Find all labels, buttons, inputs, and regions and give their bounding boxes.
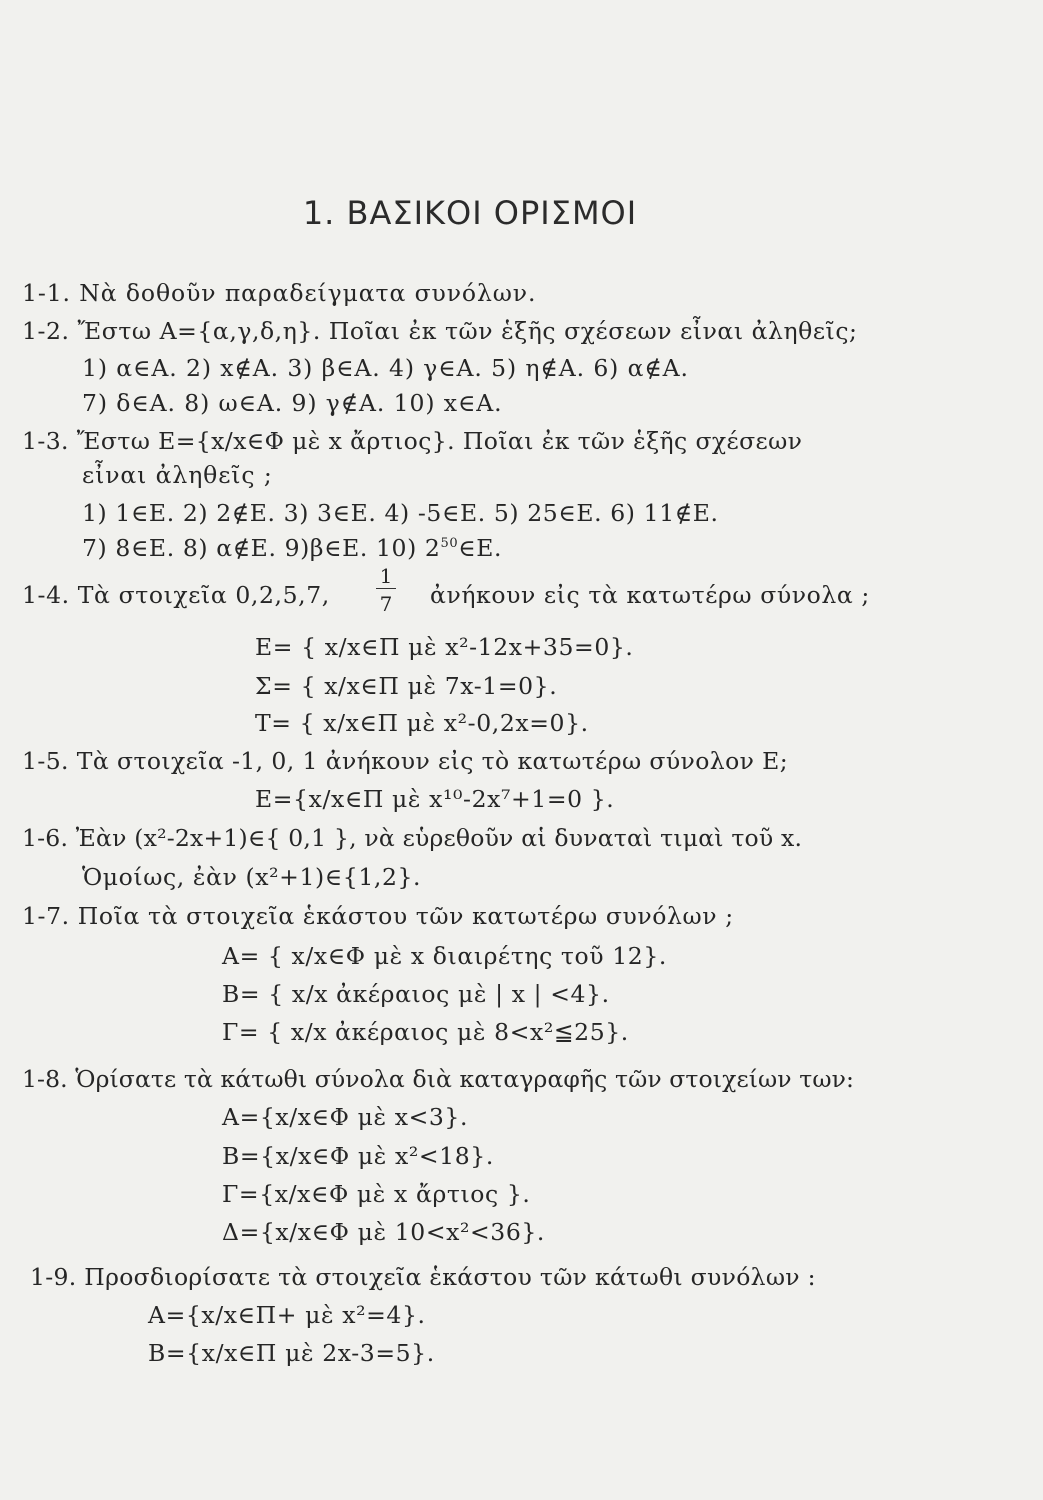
exponent: 50 [440, 536, 459, 552]
fraction-denominator: 7 [379, 592, 393, 616]
set-Delta-1-8: Δ={x/x∈Φ μὲ 10<x²<36}. [222, 1218, 546, 1246]
set-B-1-7: Β= { x/x ἀκέραιος μὲ | x | <4}. [222, 980, 610, 1008]
exercise-1-3-relations-b [82, 534, 503, 562]
exercise-1-2-relations-b: 7) δ∈Α. 8) ω∈Α. 9) γ∉Α. 10) x∈Α. [82, 389, 503, 417]
set-A-1-7: Α= { x/x∈Φ μὲ x διαιρέτης τοῦ 12}. [222, 942, 667, 970]
exercise-1-3-continuation: εἶναι ἀληθεῖς ; [82, 461, 273, 489]
exercise-1-6: 1-6. Ἐὰν (x²-2x+1)∈{ 0,1 }, νὰ εὑρεθοῦν αἱ δυναταὶ τιμαὶ τοῦ x. [22, 824, 803, 852]
exercise-1-1: 1-1. Νὰ δοθοῦν παραδείγματα συνόλων. [22, 279, 537, 307]
fraction-numerator: 1 [379, 564, 393, 588]
chapter-title: 1. ΒΑΣΙΚΟΙ ΟΡΙΣΜΟΙ [302, 194, 638, 232]
set-B-1-9: Β={x/x∈Π μὲ 2x-3=5}. [148, 1339, 435, 1367]
exercise-1-3-relations-a: 1) 1∈Ε. 2) 2∉Ε. 3) 3∈Ε. 4) -5∈Ε. 5) 25∈Ε. 6) 11∉Ε. [82, 499, 719, 527]
exercise-1-3: 1-3. Ἔστω Ε={x/x∈Φ μὲ x ἄρτιος}. Ποῖαι ἐκ τῶν ἑξῆς σχέσεων [22, 427, 803, 455]
set-Gamma-1-7: Γ= { x/x ἀκέραιος μὲ 8<x²≦25}. [222, 1018, 629, 1046]
set-Gamma-1-8: Γ={x/x∈Φ μὲ x ἄρτιος }. [222, 1180, 531, 1208]
exercise-1-5: 1-5. Τὰ στοιχεῖα -1, 0, 1 ἀνήκουν εἰς τὸ κατωτέρω σύνολον Ε; [22, 747, 789, 775]
set-B-1-8: Β={x/x∈Φ μὲ x²<18}. [222, 1142, 494, 1170]
fraction-bar [376, 588, 396, 589]
exercise-1-2: 1-2. Ἔστω Α={α,γ,δ,η}. Ποῖαι ἐκ τῶν ἑξῆς σχέσεων εἶναι ἀληθεῖς; [22, 317, 858, 345]
exercise-1-4: 1-4. Τὰ στοιχεῖα 0,2,5,7, [22, 581, 330, 609]
exercise-1-6-continuation: Ὁμοίως, ἐὰν (x²+1)∈{1,2}. [82, 863, 422, 891]
set-E: Ε= { x/x∈Π μὲ x²-12x+35=0}. [255, 633, 634, 661]
set-A-1-9: Α={x/x∈Π+ μὲ x²=4}. [148, 1301, 426, 1329]
exercise-1-8: 1-8. Ὁρίσατε τὰ κάτωθι σύνολα διὰ καταγραφῆς τῶν στοιχείων των: [22, 1065, 855, 1093]
relations-b-end: ∈Ε. [458, 534, 503, 562]
set-E-1-5: Ε={x/x∈Π μὲ x¹⁰-2x⁷+1=0 }. [255, 785, 615, 813]
set-Sigma: Σ= { x/x∈Π μὲ 7x-1=0}. [255, 672, 558, 700]
exercise-1-9: 1-9. Προσδιορίσατε τὰ στοιχεῖα ἑκάστου τῶν κάτωθι συνόλων : [30, 1263, 816, 1291]
relations-b-text: 7) 8∈Ε. 8) α∉Ε. 9)β∈Ε. 10) 2 [82, 534, 441, 562]
set-T: Τ= { x/x∈Π μὲ x²-0,2x=0}. [255, 709, 589, 737]
set-A-1-8: Α={x/x∈Φ μὲ x<3}. [222, 1103, 469, 1131]
exercise-1-7: 1-7. Ποῖα τὰ στοιχεῖα ἑκάστου τῶν κατωτέρω συνόλων ; [22, 902, 734, 930]
exercise-1-2-relations-a: 1) α∈Α. 2) x∉Α. 3) β∈Α. 4) γ∈Α. 5) η∉Α. 6) α∉Α. [82, 354, 689, 382]
exercise-1-4-question: ἀνήκουν εἰς τὰ κατωτέρω σύνολα ; [430, 581, 870, 609]
